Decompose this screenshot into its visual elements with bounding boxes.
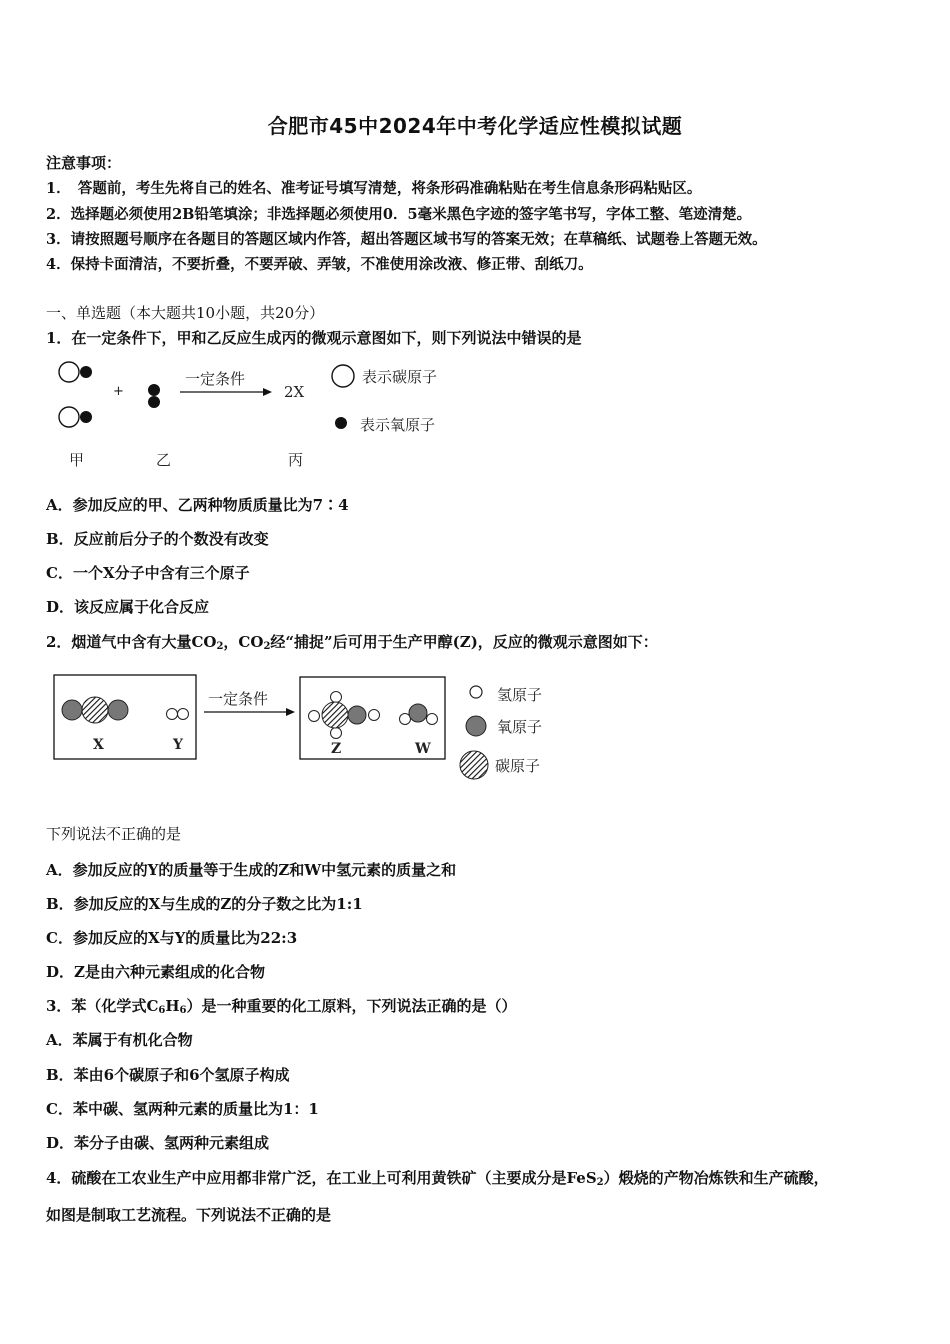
q1-option-d: D．该反应属于化合反应 — [46, 598, 210, 616]
legend-carbon-icon — [460, 751, 488, 779]
page-title: 合肥市45中2024年中考化学适应性模拟试题 — [267, 114, 683, 138]
label-w: W — [415, 741, 431, 757]
hydrogen-atom-icon — [178, 709, 189, 720]
hydrogen-atom-icon — [331, 692, 342, 703]
notice-item: 2．选择题必须使用2B铅笔填涂；非选择题必须使用0．5毫米黑色字迹的签字笔书写，字体工整、笔迹清楚。 — [46, 206, 752, 223]
q1-option-a: A．参加反应的甲、乙两种物质质量比为7∶4 — [46, 496, 349, 514]
carbon-atom-icon — [82, 697, 108, 723]
hydrogen-atom-icon — [369, 710, 380, 721]
legend-carbon-label: 表示碳原子 — [362, 368, 438, 386]
section-heading: 一、单选题（本大题共10小题，共20分） — [46, 304, 325, 322]
hydrogen-atom-icon — [427, 714, 438, 725]
q3-option-b: B．苯由6个碳原子和6个氢原子构成 — [46, 1066, 290, 1084]
reaction-condition: 一定条件 — [185, 370, 246, 388]
notice-item: 4．保持卡面清洁，不要折叠，不要弄破、弄皱，不准使用涂改液、修正带、刮纸刀。 — [46, 256, 593, 273]
q4-stem-line2: 如图是制取工艺流程。下列说法不正确的是 — [46, 1206, 332, 1224]
q1-stem: 1．在一定条件下，甲和乙反应生成丙的微观示意图如下，则下列说法中错误的是 — [46, 329, 582, 347]
arrow-head-icon — [263, 388, 272, 396]
legend-carbon-icon — [332, 365, 354, 387]
legend-carbon-label: 碳原子 — [495, 757, 541, 775]
q2-option-c: C．参加反应的X与Y的质量比为22:3 — [46, 929, 298, 947]
oxygen-atom-icon — [348, 706, 366, 724]
legend-oxygen-icon — [335, 417, 347, 429]
product-label: 2X — [284, 383, 305, 401]
hydrogen-atom-icon — [331, 728, 342, 739]
legend-oxygen-icon — [466, 716, 486, 736]
arrow-head-icon — [286, 708, 295, 716]
q4-stem-line1: 4．硫酸在工农业生产中应用都非常广泛，在工业上可利用黄铁矿（主要成分是FeS$_2$）煅烧的产物冶炼铁和生产硫酸， — [46, 1169, 829, 1188]
legend-oxygen-label: 表示氧原子 — [360, 416, 436, 434]
oxygen-atom-icon — [80, 411, 92, 423]
oxygen-atom-icon — [148, 384, 160, 396]
oxygen-atom-icon — [108, 700, 128, 720]
label-x: X — [93, 737, 104, 753]
legend-oxygen-label: 氧原子 — [497, 718, 543, 736]
q3-option-c: C．苯中碳、氢两种元素的质量比为1：1 — [46, 1100, 319, 1118]
q2-option-d: D．Z是由六种元素组成的化合物 — [46, 963, 265, 981]
notice-heading: 注意事项： — [46, 154, 122, 172]
q2-stem: 2．烟道气中含有大量$CO_2$，$CO_2$经“捕捉”后可用于生产甲醇(Z)，反应的微观示意图如下： — [46, 633, 658, 652]
label-y: Y — [173, 737, 183, 753]
carbon-atom-icon — [59, 407, 79, 427]
q3-option-a: A．苯属于有机化合物 — [46, 1031, 193, 1049]
legend-hydrogen-icon — [470, 686, 482, 698]
q2-option-b: B．参加反应的X与生成的Z的分子数之比为1:1 — [46, 895, 363, 913]
oxygen-atom-icon — [409, 704, 427, 722]
oxygen-atom-icon — [80, 366, 92, 378]
label-bing: 丙 — [288, 451, 304, 469]
hydrogen-atom-icon — [309, 711, 320, 722]
carbon-atom-icon — [59, 362, 79, 382]
legend-hydrogen-label: 氢原子 — [497, 686, 543, 704]
reaction-condition: 一定条件 — [208, 690, 269, 708]
plus-sign: + — [113, 384, 124, 399]
hydrogen-atom-icon — [167, 709, 178, 720]
q1-option-b: B．反应前后分子的个数没有改变 — [46, 530, 269, 548]
oxygen-atom-icon — [148, 396, 160, 408]
notice-item: 3．请按照题号顺序在各题目的答题区域内作答，超出答题区域书写的答案无效；在草稿纸、试题卷上答题无效。 — [46, 231, 767, 248]
notice-item: 1． 答题前，考生先将自己的姓名、准考证号填写清楚，将条形码准确粘贴在考生信息条形码粘贴区。 — [46, 180, 702, 197]
q3-option-d: D．苯分子由碳、氢两种元素组成 — [46, 1134, 270, 1152]
q3-stem: 3．苯（化学式$C_6H_6$）是一种重要的化工原料，下列说法正确的是（） — [46, 997, 517, 1016]
label-yi: 乙 — [156, 451, 172, 469]
oxygen-atom-icon — [62, 700, 82, 720]
q2-option-a: A．参加反应的Y的质量等于生成的Z和W中氢元素的质量之和 — [46, 861, 457, 879]
q2-prompt: 下列说法不正确的是 — [46, 825, 182, 843]
label-z: Z — [331, 741, 342, 757]
q1-option-c: C．一个X分子中含有三个原子 — [46, 564, 250, 582]
label-jia: 甲 — [69, 451, 85, 469]
carbon-atom-icon — [322, 702, 348, 728]
